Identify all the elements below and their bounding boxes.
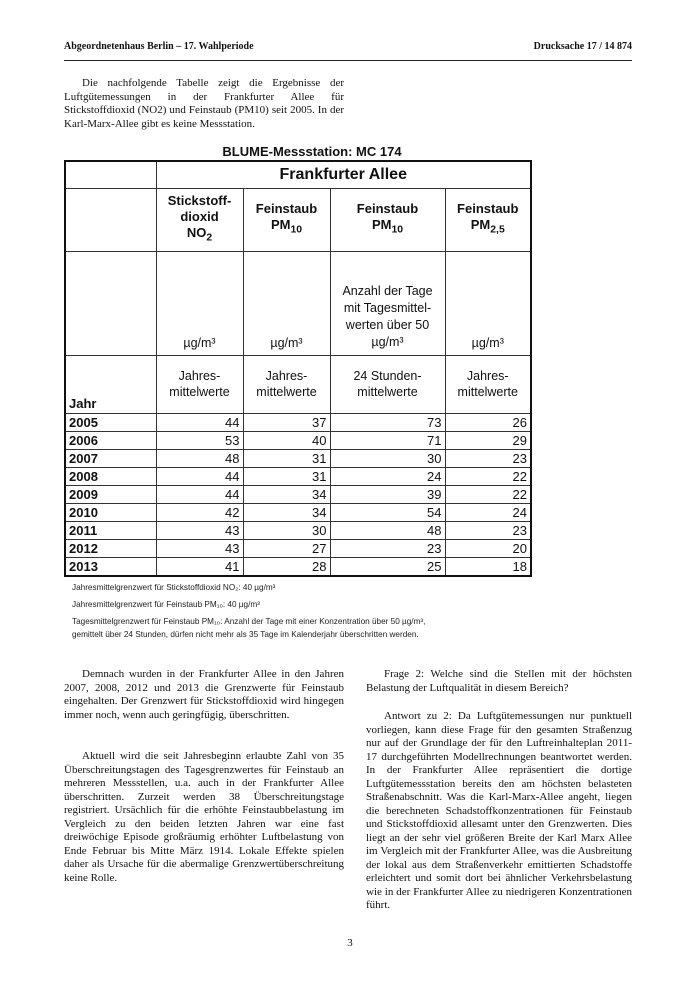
note-no2: Jahresmittelgrenzwert für Stickstoffdioxid NO₂: 40 µg/m³ bbox=[72, 583, 276, 592]
agg-no2: Jahres- mittelwerte bbox=[156, 355, 243, 413]
page-number: 3 bbox=[347, 937, 353, 949]
table-row: 2007 48 31 30 23 bbox=[65, 449, 531, 467]
unit-pm25: µg/m³ bbox=[445, 251, 531, 355]
col-header-pm10-days: Feinstaub $PM_{10}$ bbox=[330, 188, 445, 251]
table-row: 2009 44 34 39 22 bbox=[65, 485, 531, 503]
note-pm10: Jahresmittelgrenzwert für Feinstaub PM₁₀: 40 µg/m³ bbox=[72, 600, 260, 609]
table-title: BLUME-Messstation: MC 174 bbox=[222, 144, 402, 159]
intro-paragraph: Die nachfolgende Tabelle zeigt die Ergebnisse der Luftgütemessungen in der Frankfurter Allee für Stickstoffdioxid (NO2) und Feinstaub (PM10) seit 2005. In der Karl-Marx-Allee gibt es keine Messstation. bbox=[64, 77, 344, 130]
agg-pm10: Jahres- mittelwerte bbox=[243, 355, 330, 413]
agg-pm25: Jahres- mittelwerte bbox=[445, 355, 531, 413]
measurement-table bbox=[64, 143, 530, 577]
header-left: Abgeordnetenhaus Berlin – 17. Wahlperiode bbox=[64, 41, 254, 52]
empty-cell bbox=[65, 188, 156, 251]
table-row: 2010 42 34 54 24 bbox=[65, 503, 531, 521]
right-paragraph-question: Frage 2: Welche sind die Stellen mit der höchsten Belastung der Luftqualität in diesem Bereich? bbox=[366, 668, 632, 694]
table-row: 2008 44 31 24 22 bbox=[65, 467, 531, 485]
page-header bbox=[64, 41, 632, 52]
corner-cell bbox=[65, 161, 156, 188]
year-label: Jahr bbox=[65, 355, 156, 413]
unit-pm10: µg/m³ bbox=[243, 251, 330, 355]
table-notes bbox=[72, 581, 532, 641]
table-row: 2006 53 40 71 29 bbox=[65, 431, 531, 449]
left-paragraph-2: Aktuell wird die seit Jahresbeginn erlaubte Zahl von 35 Überschreitungstagen des Tagesgrenzwertes für Feinstaub an mehreren Messstellen, u.a. auch in der Frankfurter Allee überschritten. Zurzeit werden 38 Überschreitungstage registriert. Ursächlich für die erhöhte Feinstaubbelastung im Vergleich zu den beiden letzten Jahren war eine fast dreiwöchige Episode großräumig erhöhter Luftbelastung von Ende Februar bis Mitte März 1914. Lokale Effekte spielen daher als Ursache für die abermalige Grenzwertüberschreitung keine Rolle. bbox=[64, 750, 344, 884]
days-note: Anzahl der Tage mit Tagesmittel- werten über 50 µg/m³ bbox=[330, 251, 445, 355]
location-header: Frankfurter Allee bbox=[156, 161, 531, 188]
col-header-pm25: Feinstaub $PM_{2,5}$ bbox=[445, 188, 531, 251]
table-row: 2011 43 30 48 23 bbox=[65, 521, 531, 539]
right-paragraph-answer: Antwort zu 2: Da Luftgütemessungen nur punktuell vorliegen, kann diese Frage für den gesamten Straßenzug nur auf der Grundlage der für den Luftreinhalteplan 2011-17 durchgeführten Modellrechnungen beantwortet werden. In der Frankfurter Allee repräsentiert die dortige Luftgütemessstation bereits den am höchsten belasteten Straßenabschnitt. Was die Karl-Marx-Allee angeht, liegen die berechneten Schadstoffkonzentrationen für Feinstaub und Stickstoffdioxid allesamt unter den Grenzwerten. Dies liegt an der sehr viel größeren Breite der Karl Marx Allee im Vergleich mit der Frankfurter Allee, was die Ausbreitung der lokal aus dem Straßenverkehr emittierten Schadstoffe erleichtert und somit dort bei ähnlicher Verkehrsbelastung wie in der Frankfurter Allee zu niedrigeren Konzentrationen führt. bbox=[366, 710, 632, 911]
table-row: 2005 44 37 73 26 bbox=[65, 413, 531, 431]
header-right: Drucksache 17 / 14 874 bbox=[533, 41, 632, 52]
note-pm10-days: Tagesmittelgrenzwert für Feinstaub PM₁₀: Anzahl der Tage mit einer Konzentration über 50 µg/m³, bbox=[72, 617, 426, 626]
header-rule bbox=[64, 60, 632, 61]
left-paragraph-1: Demnach wurden in der Frankfurter Allee in den Jahren 2007, 2008, 2012 und 2013 die Grenzwerte für Feinstaub eingehalten. Der Grenzwert für Stickstoffdioxid wird hingegen immer noch, wenn auch geringfügig, überschritten. bbox=[64, 668, 344, 721]
empty-cell bbox=[65, 251, 156, 355]
col-header-pm10: Feinstaub $PM_{10}$ bbox=[243, 188, 330, 251]
col-header-no2: Stickstoff- dioxid $NO_2$ bbox=[156, 188, 243, 251]
table-row: 2013 41 28 25 18 bbox=[65, 557, 531, 576]
note-pm10-days-cont: gemittelt über 24 Stunden, dürfen nicht mehr als 35 Tage im Kalenderjahr überschritten werden. bbox=[72, 630, 419, 639]
unit-no2: µg/m³ bbox=[156, 251, 243, 355]
table-row: 2012 43 27 23 20 bbox=[65, 539, 531, 557]
agg-days: 24 Stunden- mittelwerte bbox=[330, 355, 445, 413]
